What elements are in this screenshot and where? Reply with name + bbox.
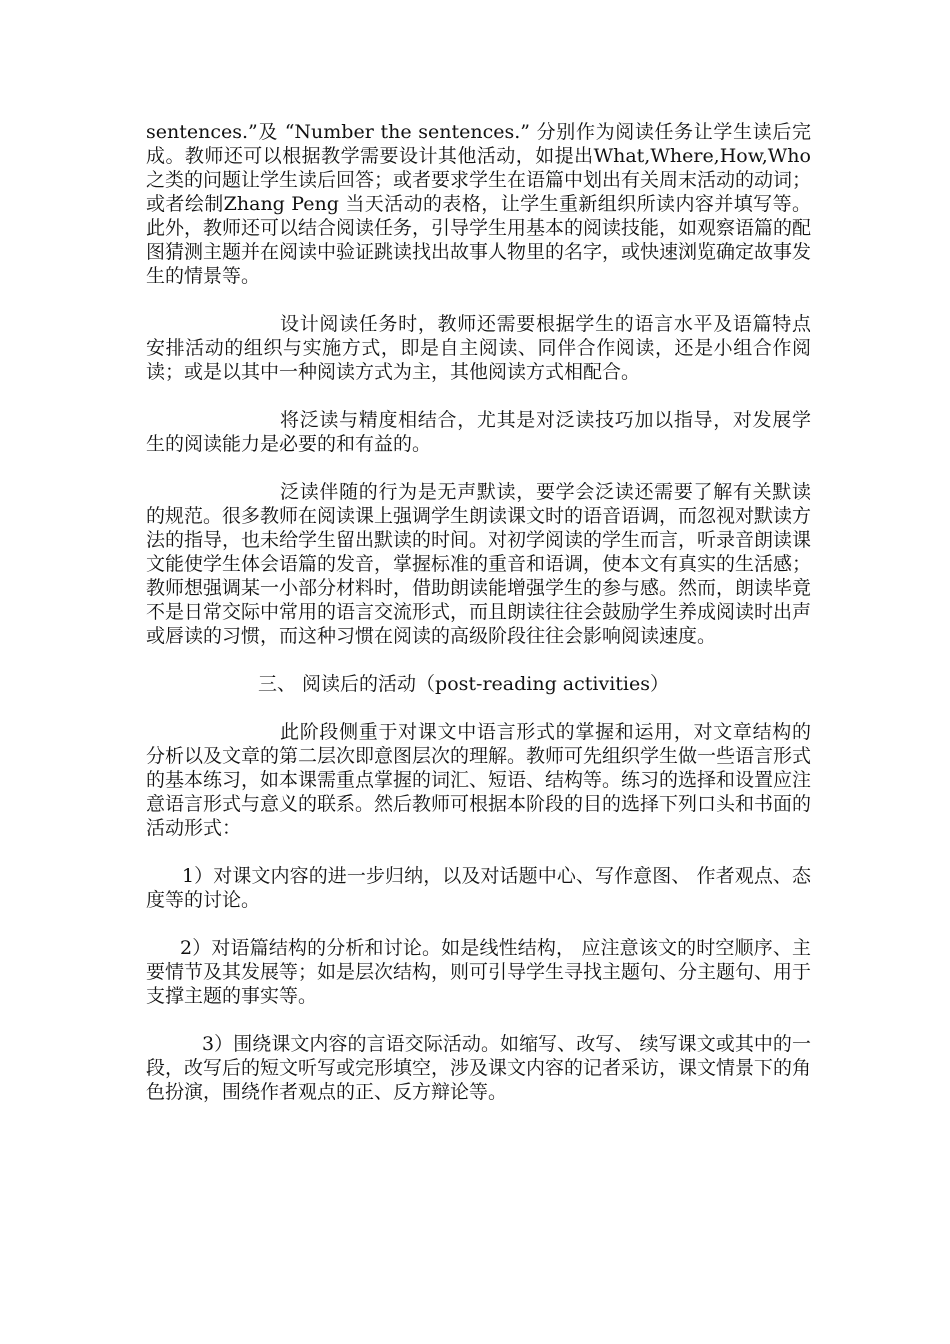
- paragraph-extensive-intensive: 将泛读与精度相结合，尤其是对泛读技巧加以指导，对发展学生的阅读能力是必要的和有益的。: [146, 409, 811, 455]
- list-item-1: 1）对课文内容的进一步归纳，以及对话题中心、写作意图、 作者观点、态度等的讨论。: [146, 865, 811, 911]
- paragraph-post-reading-focus: 此阶段侧重于对课文中语言形式的掌握和运用，对文章结构的分析以及文章的第二层次即意图层次的理解。教师可先组织学生做一些语言形式的基本练习，如本课需重点掌握的词汇、短语、结构等。练习的选择和设置应注意语言形式与意义的联系。然后教师可根据本阶段的目的选择下列口头和书面的活动形式：: [146, 721, 812, 839]
- paragraph-task-organization: 设计阅读任务时，教师还需要根据学生的语言水平及语篇特点安排活动的组织与实施方式，即是自主阅读、同伴合作阅读，还是小组合作阅读；或是以其中一种阅读方式为主，其他阅读方式相配合。: [146, 313, 811, 383]
- paragraph-silent-reading: 泛读伴随的行为是无声默读，要学会泛读还需要了解有关默读的规范。很多教师在阅读课上强调学生朗读课文时的语音语调，而忽视对默读方法的指导，也未给学生留出默读的时间。对初学阅读的学生而言，听录音朗读课文能使学生体会语篇的发音，掌握标准的重音和语调，使本文有真实的生活感；教师想强调某一小部分材料时，借助朗读能增强学生的参与感。然而，朗读毕竟不是日常交际中常用的语言交流形式，而且朗读往往会鼓励学生养成阅读时出声或唇读的习惯，而这种习惯在阅读的高级阶段往往会影响阅读速度。: [146, 481, 812, 647]
- list-item-2: 2）对语篇结构的分析和讨论。如是线性结构， 应注意该文的时空顺序、主要情节及其发展等；如是层次结构，则可引导学生寻找主题句、分主题句、用于支撑主题的事实等。: [146, 937, 812, 1007]
- section-heading-post-reading: 三、 阅读后的活动（post-reading activities）: [258, 673, 669, 695]
- document-body: [146, 120, 811, 1104]
- list-item-3: 3）围绕课文内容的言语交际活动。如缩写、改写、 续写课文或其中的一段，改写后的短文听写或完形填空，涉及课文内容的记者采访，课文情景下的角色扮演，围绕作者观点的正、反方辩论等。: [146, 1033, 812, 1103]
- paragraph-reading-tasks: sentences.”及 “Number the sentences.” 分别作为阅读任务让学生读后完成。教师还可以根据教学需要设计其他活动，如提出What,Where,How,Who之类的问题让学生读后回答；或者要求学生在语篇中划出有关周末活动的动词；或者绘制Zhang Peng 当天活动的表格，让学生重新组织所读内容并填写等。此外，教师还可以结合阅读任务，引导学生用基本的阅读技能，如观察语篇的配图猜测主题并在阅读中验证跳读找出故事人物里的名字，或快速浏览确定故事发生的情景等。: [146, 121, 812, 287]
